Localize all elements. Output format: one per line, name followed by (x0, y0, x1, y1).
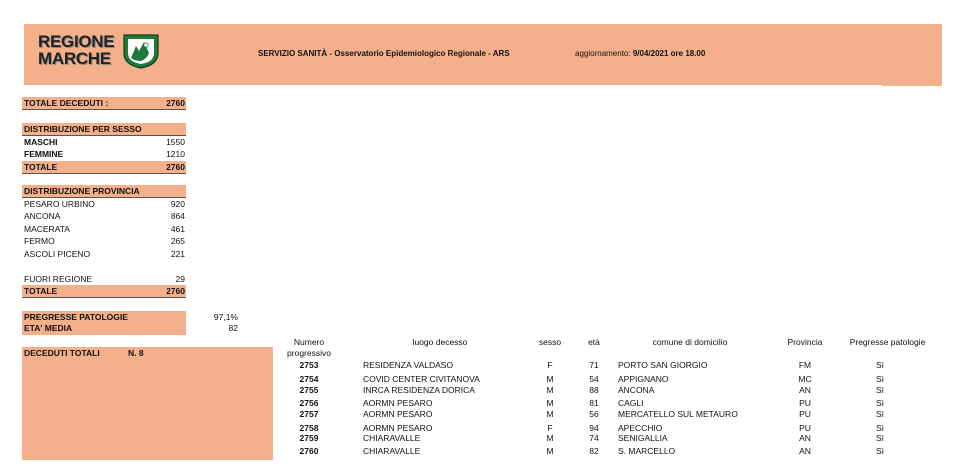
provincia-title: DISTRIBUZIONE PROVINCIA (24, 186, 140, 196)
header-comune: comune di domicilio (652, 337, 728, 347)
provincia-value: 265 (170, 236, 185, 246)
cell-provincia: PU (799, 398, 811, 408)
header-sesso: sesso (538, 337, 562, 347)
cell-numero: 2757 (299, 409, 319, 419)
fuori-regione-label: FUORI REGIONE (24, 274, 93, 284)
cell-comune: S. MARCELLO (618, 446, 676, 456)
cell-eta: 56 (589, 409, 599, 419)
cell-provincia: AN (799, 446, 811, 456)
sesso-value: 1210 (166, 149, 185, 159)
cell-sesso: F (547, 423, 553, 433)
regione-marche-logo (38, 33, 168, 77)
header-underline (882, 85, 942, 86)
cell-provincia: PU (799, 423, 811, 433)
cell-eta: 94 (589, 423, 599, 433)
provincia-label: PESARO URBINO (24, 199, 95, 209)
cell-luogo: CHIARAVALLE (363, 433, 421, 443)
cell-luogo: INRCA RESIDENZA DORICA (363, 385, 475, 395)
totale-deceduti-label: TOTALE DECEDUTI : (24, 98, 109, 108)
header-numero: Numero progressivo (287, 337, 331, 358)
provincia-total-value: 2760 (166, 286, 185, 296)
header-eta: età (588, 337, 600, 347)
cell-sesso: M (546, 374, 554, 384)
cell-luogo: RESIDENZA VALDASO (363, 360, 454, 370)
cell-numero: 2758 (299, 423, 319, 433)
cell-sesso: M (546, 385, 554, 395)
cell-comune: CAGLI (618, 398, 644, 408)
divider (22, 297, 186, 298)
provincia-label: ANCONA (24, 211, 61, 221)
header-luogo: luogo decesso (412, 337, 468, 347)
provincia-value: 461 (170, 224, 185, 234)
cell-numero: 2755 (299, 385, 319, 395)
cell-provincia: AN (799, 385, 811, 395)
deceduti-totali-label: DECEDUTI TOTALI (24, 348, 100, 358)
cell-eta: 54 (589, 374, 599, 384)
cell-patologie: Sì (875, 374, 885, 384)
cell-patologie: Sì (875, 360, 885, 370)
patologie-value: 97,1% (213, 312, 238, 322)
sesso-value: 1550 (166, 137, 185, 147)
provincia-value: 221 (170, 249, 185, 259)
cell-comune: SENIGALLIA (618, 433, 668, 443)
provincia-total-label: TOTALE (24, 286, 58, 296)
cell-eta: 88 (589, 385, 599, 395)
update-timestamp: 9/04/2021 ore 18.00 (632, 49, 706, 58)
cell-patologie: Sì (875, 433, 885, 443)
cell-patologie: Sì (875, 446, 885, 456)
divider (22, 109, 186, 110)
cell-patologie: Sì (875, 423, 885, 433)
cell-luogo: AORMN PESARO (363, 398, 433, 408)
cell-comune: APECCHIO (618, 423, 663, 433)
cell-comune: APPIGNANO (618, 374, 669, 384)
cell-numero: 2756 (299, 398, 319, 408)
cell-provincia: AN (799, 433, 811, 443)
cell-sesso: F (547, 360, 553, 370)
header-update: aggiornamento: 9/04/2021 ore 18.00 (575, 49, 706, 58)
totale-deceduti-value: 2760 (166, 98, 185, 108)
divider (22, 173, 186, 174)
provincia-value: 864 (170, 211, 185, 221)
header-patologie: Pregresse patologie (849, 337, 926, 347)
cell-sesso: M (546, 446, 554, 456)
cell-provincia: PU (799, 409, 811, 419)
patologie-label: PREGRESSE PATOLOGIE (24, 312, 128, 322)
cell-eta: 74 (589, 433, 599, 443)
cell-sesso: M (546, 398, 554, 408)
cell-eta: 81 (589, 398, 599, 408)
header-title: SERVIZIO SANITÀ - Osservatorio Epidemiologico Regionale - ARS (258, 49, 510, 58)
cell-sesso: M (546, 433, 554, 443)
sesso-total-label: TOTALE (24, 162, 58, 172)
eta-media-value: 82 (228, 323, 238, 333)
provincia-label: FERMO (24, 236, 55, 246)
sesso-label: FEMMINE (24, 149, 64, 159)
cell-luogo: CHIARAVALLE (363, 446, 421, 456)
cell-numero: 2753 (299, 360, 319, 370)
cell-comune: PORTO SAN GIORGIO (618, 360, 708, 370)
cell-provincia: MC (798, 374, 812, 384)
sesso-label: MASCHI (24, 137, 58, 147)
cell-luogo: AORMN PESARO (363, 409, 433, 419)
deceduti-totali-block (22, 347, 273, 460)
header-provincia: Provincia (787, 337, 823, 347)
cell-patologie: Sì (875, 398, 885, 408)
cell-patologie: Sì (875, 409, 885, 419)
regione-emblem-icon (122, 33, 160, 69)
provincia-value: 920 (170, 199, 185, 209)
cell-eta: 71 (589, 360, 599, 370)
provincia-label: ASCOLI PICENO (24, 249, 91, 259)
deceduti-totali-value: N. 8 (128, 348, 144, 358)
fuori-regione-value: 29 (175, 274, 185, 284)
logo-wordmark: REGIONE MARCHE (38, 32, 115, 68)
cell-sesso: M (546, 409, 554, 419)
cell-luogo: COVID CENTER CIVITANOVA (363, 374, 480, 384)
cell-comune: MERCATELLO SUL METAURO (618, 409, 738, 419)
cell-numero: 2760 (299, 446, 319, 456)
cell-comune: ANCONA (618, 385, 655, 395)
cell-numero: 2754 (299, 374, 319, 384)
cell-provincia: FM (798, 360, 812, 370)
cell-numero: 2759 (299, 433, 319, 443)
sesso-total-value: 2760 (166, 162, 185, 172)
provincia-label: MACERATA (24, 224, 70, 234)
cell-luogo: AORMN PESARO (363, 423, 433, 433)
eta-media-label: ETA' MEDIA (24, 323, 73, 333)
sesso-title: DISTRIBUZIONE PER SESSO (24, 124, 142, 134)
cell-patologie: Sì (875, 385, 885, 395)
cell-eta: 82 (589, 446, 599, 456)
